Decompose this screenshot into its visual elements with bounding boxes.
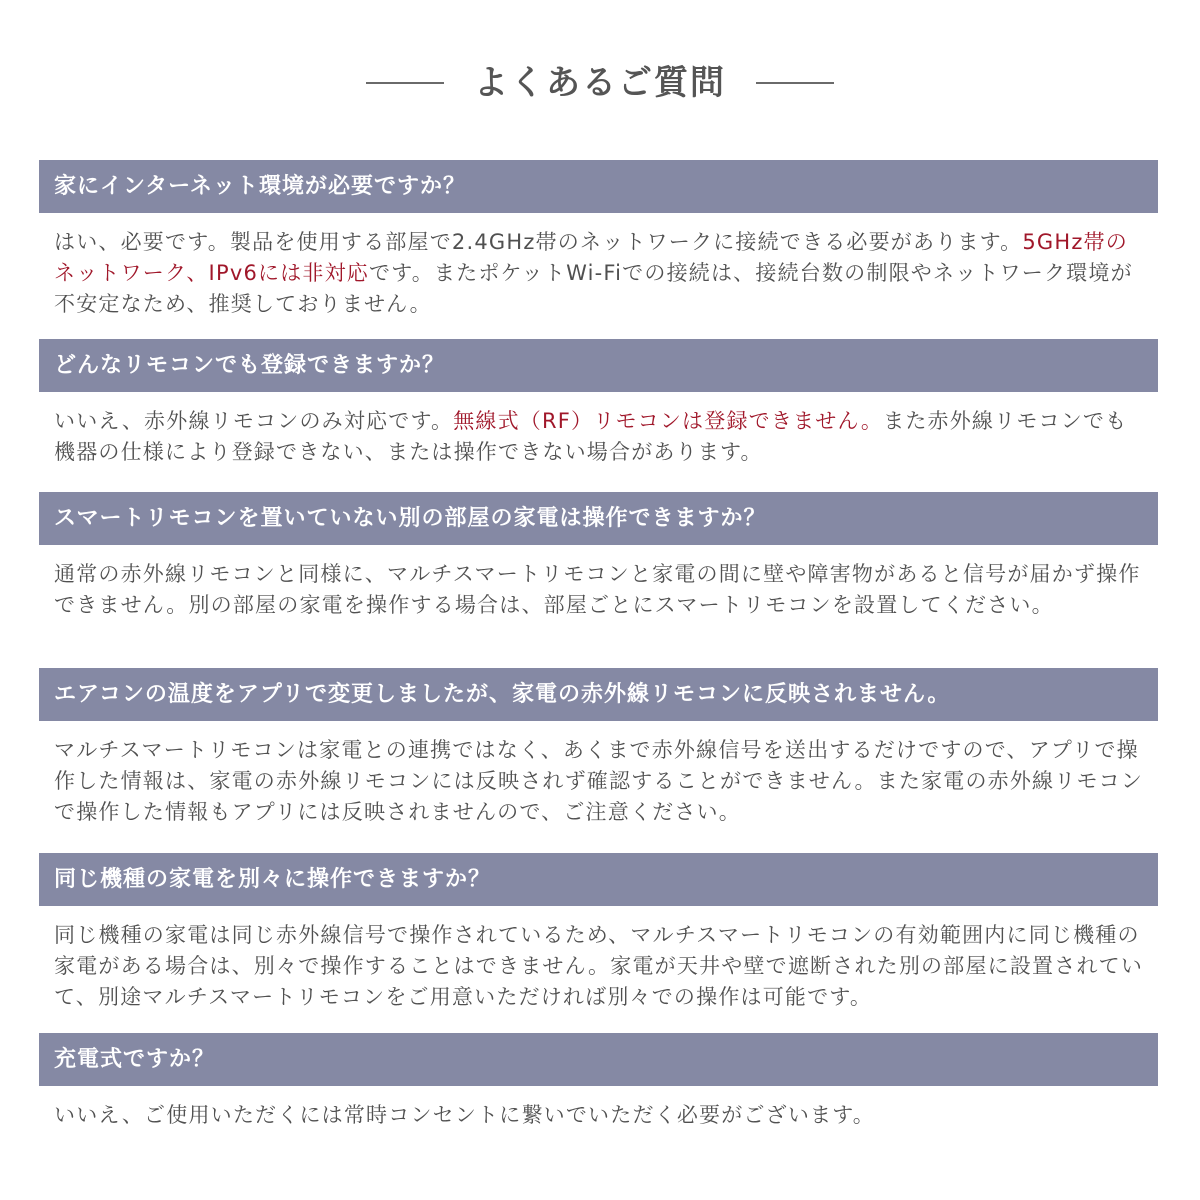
answer-text: いいえ、赤外線リモコンのみ対応です。 (54, 409, 454, 433)
answer-highlight: 無線式（RF）リモコンは登録できません。 (453, 409, 884, 433)
faq-question: 充電式ですか？ (39, 1033, 1158, 1086)
answer-text: 同じ機種の家電は同じ赤外線信号で操作されているため、マルチスマートリモコンの有効範囲内に同じ機種の家電がある場合は、別々で操作することはできません。家電が天井や壁で遮断された別の部屋に設置されていて、別途マルチスマートリモコンをご用意いただければ別々での操作は可能です。 (54, 923, 1144, 1009)
faq-question: エアコンの温度をアプリで変更しましたが、家電の赤外線リモコンに反映されません。 (39, 668, 1158, 721)
faq-question: 同じ機種の家電を別々に操作できますか？ (39, 853, 1158, 906)
faq-item (39, 1033, 1158, 1131)
faq-answer (39, 213, 1149, 320)
answer-text: また赤外線リモコンでも機器の仕様により登録できない、または操作できない場合があります。 (54, 409, 1128, 464)
answer-text: 通常の赤外線リモコンと同様に、マルチスマートリモコンと家電の間に壁や障害物があると信号が届かず操作できません。別の部屋の家電を操作する場合は、部屋ごとにスマートリモコンを設置してください。 (54, 562, 1141, 617)
faq-answer (39, 545, 1149, 621)
faq-item (39, 492, 1158, 621)
page-title: よくあるご質問 (474, 63, 726, 103)
title-divider-right (756, 82, 834, 84)
answer-text: はい、必要です。製品を使用する部屋で2.4GHz帯のネットワークに接続できる必要があります。 (54, 230, 1023, 254)
answer-text: いいえ、ご使用いただくには常時コンセントに繋いでいただく必要がございます。 (54, 1103, 875, 1127)
answer-highlight: 5GHz帯のネットワーク、IPv6には非対応 (54, 230, 1128, 285)
faq-item (39, 668, 1158, 828)
faq-answer (39, 721, 1149, 828)
faq-item (39, 339, 1158, 468)
faq-item (39, 853, 1158, 1013)
faq-answer (39, 392, 1149, 468)
faq-question: 家にインターネット環境が必要ですか？ (39, 160, 1158, 213)
faq-question: どんなリモコンでも登録できますか？ (39, 339, 1158, 392)
faq-question: スマートリモコンを置いていない別の部屋の家電は操作できますか？ (39, 492, 1158, 545)
answer-text: です。またポケットWi-Fiでの接続は、接続台数の制限やネットワーク環境が不安定なため、推奨しておりません。 (54, 261, 1133, 316)
faq-item (39, 160, 1158, 320)
faq-answer (39, 906, 1149, 1013)
page-header (0, 58, 1200, 108)
faq-answer (39, 1086, 1149, 1131)
title-divider-left (366, 82, 444, 84)
answer-text: マルチスマートリモコンは家電との連携ではなく、あくまで赤外線信号を送出するだけですので、アプリで操作した情報は、家電の赤外線リモコンには反映されず確認することができません。また家電の赤外線リモコンで操作した情報もアプリには反映されませんので、ご注意ください。 (54, 738, 1144, 824)
